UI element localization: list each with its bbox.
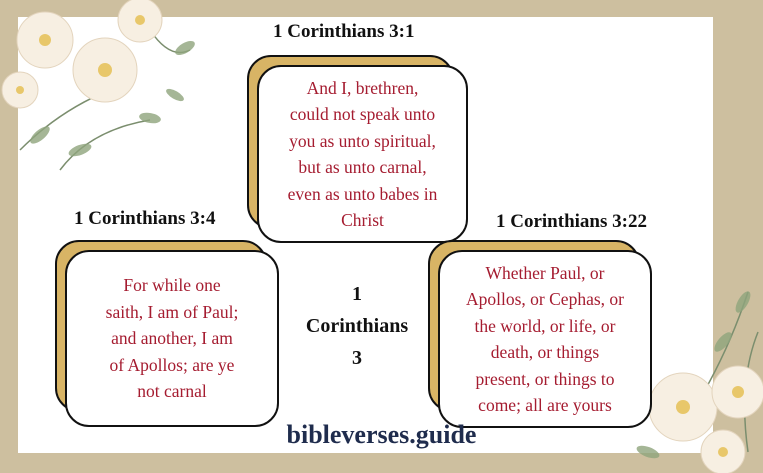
chapter-title-line: Corinthians [305,315,409,337]
verse-line: you as unto spiritual, [289,130,436,151]
verse-line: of Apollos; are ye [109,354,235,375]
verse-line: could not speak unto [289,104,436,124]
chapter-title-line: 1 [352,283,362,305]
chapter-title [286,278,428,374]
verse-line: the world, or life, or [474,315,616,336]
verse-card-3-1 [257,65,468,243]
verse-text-3-22 [466,260,624,419]
verse-line: And I, brethren, [306,77,419,98]
verse-line: come; all are yours [478,395,612,415]
verse-reference-3-4: 1 Corinthians 3:4 [74,208,216,229]
chapter-title-line: 3 [352,347,362,369]
site-name: bibleverses.guide [286,420,477,449]
flower-cluster-top-left [0,0,210,180]
verse-line: and another, I am [111,328,233,349]
verse-line: death, or things [490,342,600,362]
verse-text-3-4 [106,272,239,405]
verse-line: For while one [123,275,221,296]
verse-card-3-4 [65,250,279,427]
verse-line: Apollos, or Cephas, or [466,289,624,309]
verse-reference-3-1: 1 Corinthians 3:1 [273,21,415,42]
verse-card-3-22 [438,250,652,428]
verse-line: but as unto carnal, [298,157,427,177]
verse-line: Christ [341,210,384,230]
verse-line: even as unto babes in [287,183,438,204]
verse-line: saith, I am of Paul; [105,301,239,322]
verse-text-3-1 [288,75,438,234]
verse-line: not carnal [137,381,207,402]
verse-line: present, or things to [475,368,615,389]
verse-line: Whether Paul, or [485,262,605,283]
verse-reference-3-22: 1 Corinthians 3:22 [496,211,647,232]
